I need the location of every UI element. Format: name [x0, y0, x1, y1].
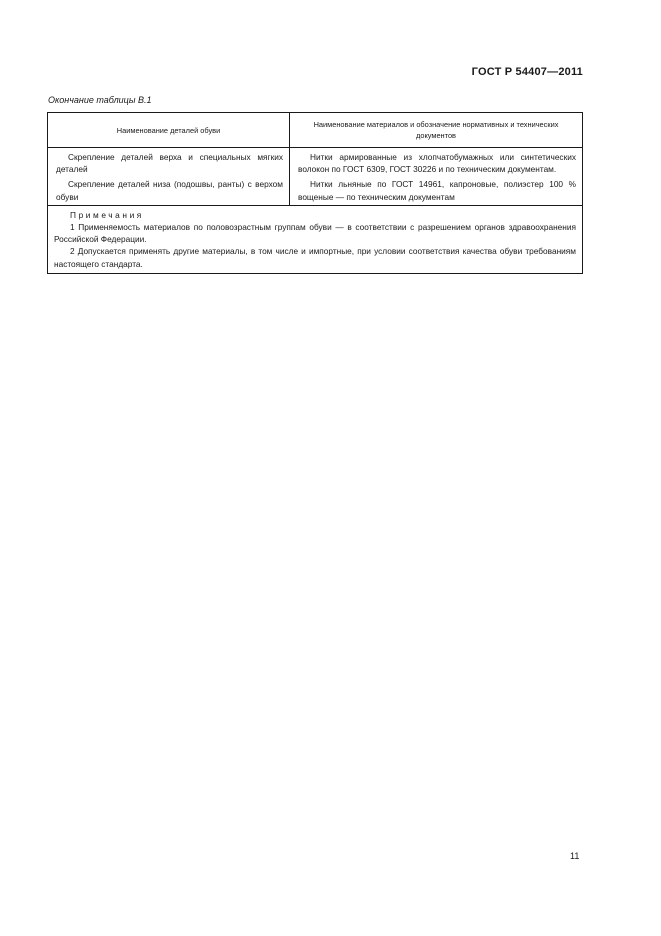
- materials-table: [47, 112, 583, 274]
- table-caption: Окончание таблицы В.1: [48, 95, 152, 105]
- column-header-materials: Наименование материалов и обозначение нормативных и технических документов: [290, 113, 583, 148]
- note-item: 1 Применяемость материалов по половозрастным группам обуви — в соответствии с разрешением органов здравоохранения Российской Федерации.: [54, 222, 576, 245]
- material-cell: Нитки льняные по ГОСТ 14961, капроновые, полиэстер 100 % вощеные — по техническим документам: [298, 179, 576, 202]
- part-name-cell: Скрепление деталей низа (подошвы, ранты) с верхом обуви: [56, 179, 283, 202]
- table-row: [48, 148, 583, 176]
- material-cell: Нитки армированные из хлопчатобумажных или синтетических волокон по ГОСТ 6309, ГОСТ 30226 и по техническим документам.: [298, 152, 576, 175]
- notes-row: [48, 205, 583, 273]
- column-header-parts: Наименование деталей обуви: [48, 113, 290, 148]
- part-name-cell: Скрепление деталей верха и специальных мягких деталей: [56, 152, 283, 175]
- notes-title: Примечания: [70, 209, 144, 220]
- note-item: 2 Допускается применять другие материалы, в том числе и импортные, при условии соответствия качества обуви требованиям настоящего стандарта.: [54, 246, 576, 269]
- table-header-row: [48, 113, 583, 148]
- table-row: [48, 175, 583, 205]
- page-number: 11: [570, 851, 580, 861]
- document-code: ГОСТ Р 54407—2011: [471, 66, 583, 78]
